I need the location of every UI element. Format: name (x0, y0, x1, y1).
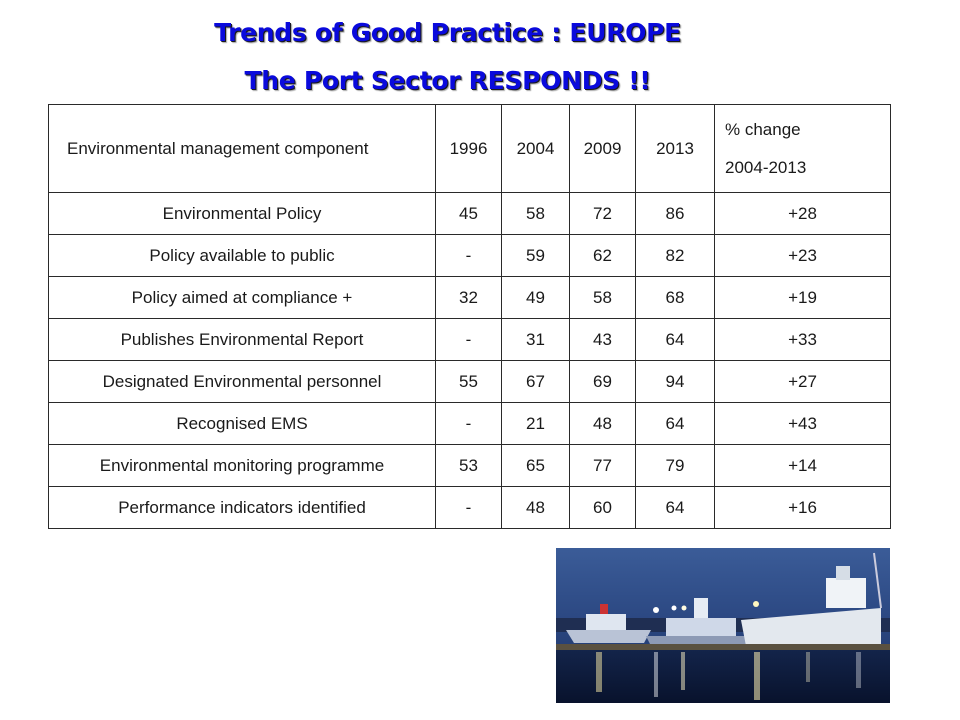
header-component: Environmental management component (49, 105, 436, 193)
slide-subtitle: The Port Sector RESPONDS !! (244, 66, 651, 95)
header-percent-change-range: 2004-2013 (725, 157, 807, 177)
table-row (49, 193, 891, 235)
table-row (49, 487, 891, 529)
header-2013: 2013 (636, 105, 715, 193)
cell-2004: 67 (502, 361, 570, 403)
cell-2004: 58 (502, 193, 570, 235)
port-night-photo-svg (556, 548, 890, 703)
slide-title: Trends of Good Practice : EUROPE (214, 18, 681, 47)
cell-2013: 64 (636, 403, 715, 445)
cell-2009: 62 (570, 235, 636, 277)
cell-change: +19 (715, 277, 891, 319)
cell-change: +33 (715, 319, 891, 361)
port-night-photo (556, 548, 890, 703)
cell-1996: 53 (436, 445, 502, 487)
cell-2009: 58 (570, 277, 636, 319)
cell-change: +23 (715, 235, 891, 277)
row-label: Designated Environmental personnel (49, 361, 436, 403)
table-row (49, 361, 891, 403)
cell-2009: 72 (570, 193, 636, 235)
cell-2009: 60 (570, 487, 636, 529)
cell-2004: 21 (502, 403, 570, 445)
row-label: Policy available to public (49, 235, 436, 277)
row-label: Performance indicators identified (49, 487, 436, 529)
cell-2013: 64 (636, 319, 715, 361)
cell-2013: 82 (636, 235, 715, 277)
row-label: Environmental monitoring programme (49, 445, 436, 487)
table-header-row (49, 105, 891, 193)
cell-2009: 48 (570, 403, 636, 445)
cell-2004: 48 (502, 487, 570, 529)
cell-2009: 77 (570, 445, 636, 487)
header-2009: 2009 (570, 105, 636, 193)
cell-1996: 32 (436, 277, 502, 319)
header-2004: 2004 (502, 105, 570, 193)
cell-1996: 45 (436, 193, 502, 235)
cell-1996: 55 (436, 361, 502, 403)
cell-2013: 68 (636, 277, 715, 319)
cell-2013: 86 (636, 193, 715, 235)
table-row (49, 319, 891, 361)
cell-2009: 43 (570, 319, 636, 361)
header-percent-change-label: % change (725, 119, 801, 139)
header-percent-change (715, 105, 891, 193)
table-row (49, 403, 891, 445)
cell-1996: - (436, 235, 502, 277)
table-row (49, 277, 891, 319)
cell-2004: 59 (502, 235, 570, 277)
cell-1996: - (436, 403, 502, 445)
row-label: Publishes Environmental Report (49, 319, 436, 361)
cell-change: +16 (715, 487, 891, 529)
cell-1996: - (436, 319, 502, 361)
cell-change: +43 (715, 403, 891, 445)
row-label: Environmental Policy (49, 193, 436, 235)
cell-2013: 79 (636, 445, 715, 487)
cell-change: +14 (715, 445, 891, 487)
row-label: Recognised EMS (49, 403, 436, 445)
cell-1996: - (436, 487, 502, 529)
cell-2004: 31 (502, 319, 570, 361)
row-label: Policy aimed at compliance + (49, 277, 436, 319)
table-row (49, 445, 891, 487)
environmental-management-table (48, 104, 891, 529)
cell-2013: 94 (636, 361, 715, 403)
table-row (49, 235, 891, 277)
cell-2004: 49 (502, 277, 570, 319)
cell-2013: 64 (636, 487, 715, 529)
cell-change: +28 (715, 193, 891, 235)
cell-change: +27 (715, 361, 891, 403)
header-1996: 1996 (436, 105, 502, 193)
cell-2009: 69 (570, 361, 636, 403)
cell-2004: 65 (502, 445, 570, 487)
